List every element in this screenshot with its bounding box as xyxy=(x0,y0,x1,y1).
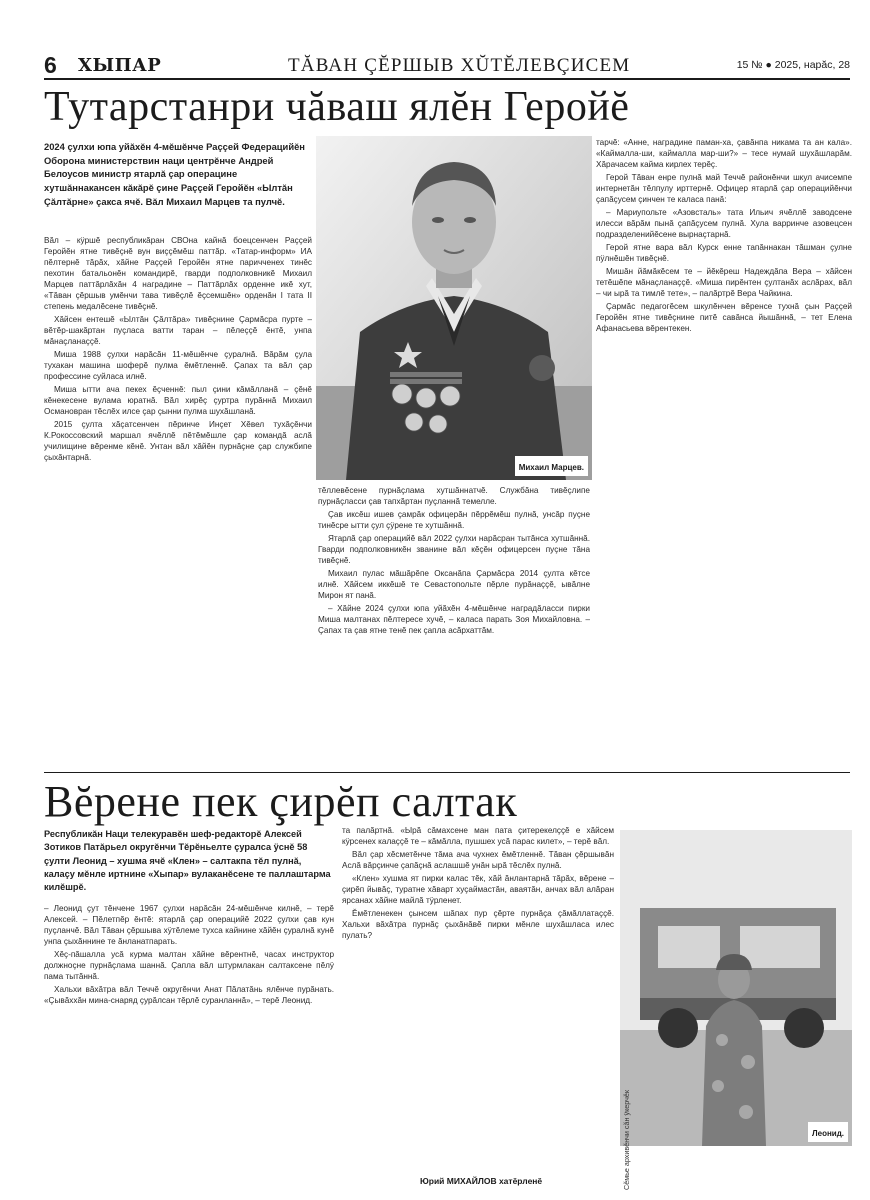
article1-photo xyxy=(316,136,592,480)
soldier-with-truck-image xyxy=(620,830,852,1146)
article2-photo-credit: Сĕмье архивĕнчи сăн ÿкерчĕк xyxy=(622,1089,631,1190)
article2-col1-paragraph: Хальхи вăхăтра вăл Теччĕ округĕнчи Анат Пăлатăнь ялĕнче пурăнать. «Çывăххăн мина-снаряд çурăлсан тĕрлĕ суранланнă», – терĕ Леонид. xyxy=(44,984,334,1005)
article2-photo xyxy=(620,830,852,1146)
article2-column-1 xyxy=(44,904,334,1194)
article1-column-1 xyxy=(44,236,312,766)
article2-col1-paragraph: Хĕç-пăшалла усă курма малтан хăйне вĕрентнĕ, часах инструктор должноçне пурнăçлама шаннă. Çапла вăл штурмлакан салтаксене пĕлÿ пама тытăннă. xyxy=(44,949,334,981)
article2-col1-paragraph: – Леонид çут тĕнчене 1967 çулхи нарăсăн 24-мĕшĕнче килнĕ, – терĕ Алексей. – Пĕлетпĕр ĕнтĕ: ятарлă çар операцийĕ 2022 çулхи çав кун пуçланчĕ. Вăл Тăван çĕршыва хÿтĕлеме тухса кайнине хăйĕн çуралнă кунĕ унпа çыхăннине те ăнланатпарать. xyxy=(44,904,334,946)
article1-col2-paragraph: Ятарлă çар операцийĕ вăл 2022 çулхи нарăсран тытăнса хутшăннă. Гварди подполковникĕн званине вăл кĕçĕн офицерсен пуçне тăна тивĕçнĕ. xyxy=(318,533,590,565)
article1-col1-paragraph: Вăл – кÿршĕ республикăран СВОна кайнă боецсенчен Раççей Геройĕн ятне тивĕçнĕ вун виççĕмĕш паттăр. «Татар-информ» ИА пĕлтернĕ тăрăх, хăйне Раççей Геройĕн ятне паричченех тинĕс пехотин батальонĕн командирĕ, гварди подполковникĕ Михаил Марцев паттăрлăхăн 4 наградине – Паттăрлăх орденне икĕ хут, «Тăван çĕршыв умĕнчи тава тивĕçлĕ ĕçсемшĕн» орденăн I тата II степень медалĕсене тивĕçнĕ. xyxy=(44,236,312,311)
article2-byline: Юрий МИХАЙЛОВ хатĕрленĕ xyxy=(420,1176,543,1186)
article1-col3-highlight: Герой ятне вара вăл Курск енне тапăннакан тăшман çулне пÿлнĕшĕн тивĕçнĕ. xyxy=(596,242,852,263)
article1-lead: 2024 çулхи юпа уйăхĕн 4-мĕшĕнче Раççей Федерацийĕн Оборона министерствин наци центрĕнче Андрей Белоусов министр ятарлă çар операцине хутшăннакансен кăкăрĕ çине Раççей Геройĕн «Ылтăн Çăлтăрне» çакса ячĕ. Вăл Михаил Марцев та пулчĕ. xyxy=(44,141,305,207)
article1-col1-paragraph: Хăйсен ентешĕ «Ылтăн Çăлтăра» тивĕçнине Çармăсра пурте – вĕтĕр-шакăртан пуçласа ватти таран – пĕлеççĕ ĕнтĕ, унпа мăнаçланаççĕ. xyxy=(44,314,312,346)
article1-col3-paragraph: тарчĕ: «Анне, наградине паман-ха, çавăнпа никама та ан кала». «Каймалла-ши, каймалла мар-ши?» – тесе нумай шухăшларăм. Хăрачасем кайма кирлех терĕç. xyxy=(596,138,852,169)
article1-photo-caption-box xyxy=(515,456,588,476)
article1-col3-paragraph: Мишăн йăмăкĕсем те – йĕкĕреш Надеждăпа Вера – хăйсен тетĕшĕпе мăнаçланаççĕ. «Миша пирĕнтен çултанăх аслăрах, вăл – чи ырă та тимлĕ тете», – палăртрĕ Вера Чайкина. xyxy=(596,266,852,298)
article2-headline: Вĕрене пек çирĕп салтак xyxy=(44,777,518,826)
header-rule xyxy=(44,78,850,80)
article1-photo-caption: Михаил Марцев. xyxy=(518,463,584,472)
article2-col2-paragraph: Вăл çар хĕсметĕнче тăма ача чухнех ĕмĕтленнĕ. Тăван çĕршывăн Аслă вăрçинче çапăçнă аслашшĕ унăн ырă тĕслĕх пулнă. xyxy=(342,849,614,870)
article1-col1-paragraph: Миша ытти ача пекех ĕçченнĕ: пыл çини кăмăлланă – çĕнĕ кĕнекесене вулама юратнă. Вăл хирĕç çуртра пурăннă Михаил Османовран тĕслĕх илсе çар çынни пулма шухăшланă. xyxy=(44,384,312,416)
article1-col2-paragraph: Çав иксĕш ишев çамрăк офицерăн пĕррĕмĕш пулнă, унсăр пуçне тинĕсре ытти çул çÿрене те хутшăннă. xyxy=(318,509,590,530)
article1-col1-paragraph: 2015 çулта хăçатсенчен пĕринче Инçет Хĕвел тухăçĕнчи К.Рокоссовский маршал ячĕллĕ пĕтĕмĕшле çар командă аслă училищине вĕренме кĕнĕ. Унтан вăл хăйĕн пурнăçне çар службипе çыхăнтарнă. xyxy=(44,419,312,462)
page-number: 6 xyxy=(44,52,57,78)
article1-col2-paragraph: тĕллевĕсене пурнăçлама хутшăннатчĕ. Службăна тивĕçлипе пурнăçласси çав тапхăртан пуçланнă темелле. xyxy=(318,486,590,506)
article1-col3-paragraph: Герой Тăван енре пулнă май Теччĕ районĕнчи шкул ачисемпе интернетăн тĕлпулу ирттернĕ. Офицер ятарлă çар операцийĕнчи çапăçусем çинчен те каласа панă: xyxy=(596,172,852,204)
article1-column-3 xyxy=(596,138,852,766)
article1-col1-paragraph: Миша 1988 çулхи нарăсăн 11-мĕшĕнче çуралнă. Вăрăм çула тухакан машина шоферĕ пулма ĕмĕтленнĕ. Çапах та вăл çар профессине суйласа илнĕ. xyxy=(44,349,312,381)
article2-column-2 xyxy=(342,826,614,1156)
article2-photo-caption: Леонид. xyxy=(812,1129,844,1138)
article-divider xyxy=(44,772,850,773)
newspaper-name: ХЫПАР xyxy=(78,55,162,76)
article1-col2-paragraph: Михаил пулас мăшăрĕпе Оксанăпа Çармăсра 2014 çулта кĕтсе илнĕ. Хăйсем иккĕшĕ те Севастопольте пĕрле пурăнаççĕ, ывăлне Мирон ят панă. xyxy=(318,568,590,600)
article1-col3-paragraph: – Мариупольте «Азовсталь» тата Ильич ячĕллĕ заводсене илесси вăрăм пынă çапăçусем пулнă. Хула варринче азовецсен подразделенийĕсене вырнаçтарнă. xyxy=(596,207,852,239)
officer-portrait-image xyxy=(316,136,592,480)
article2-col2-paragraph: «Клен» хушма ят пирки калас тĕк, хăй ăнлантарнă тăрăх, вĕрене – çирĕп йывăç, туратне хăварт хуçаймастăн, аваятăн, анчах вăл алăран ярсанах хăйне майлă тÿрленет. xyxy=(342,873,614,905)
section-title: ТĂВАН ÇĔРШЫВ ХŬТĔЛЕВÇИСЕМ xyxy=(288,55,631,76)
article2-col2-paragraph: та палăртнă. «Ырă сăмахсене ман пата çитерекелççĕ е хăйсем кÿрсенех калаççĕ те – кăмăлла, пушшех усă парас килет», – терĕ вăл. xyxy=(342,826,614,846)
article2-photo-caption-box xyxy=(808,1122,848,1142)
article2-col2-paragraph: Ĕмĕтленекен çынсем шăпах пур çĕрте пурнăçа çăмăллатаççĕ. Хальхи вăхăтра пурнăç çыхăнăвĕ пирки мĕнле шухăшласа илес пулать? xyxy=(342,908,614,940)
issue-date: 15 № ● 2025, нарăс, 28 xyxy=(736,59,850,71)
article2-lead: Республикăн Наци телекуравĕн шеф-редакторĕ Алексей Зотиков Патăрьел округĕнчи Тĕрĕньелте çуралса ÿснĕ 58 çулти Леонид – хушма ячĕ «Клен» – салтакпа тĕл пулнă, калаçу мĕнле иртнине «Хыпар» вулаканĕсене те паллаштарма килĕшрĕ. xyxy=(44,829,331,893)
article1-column-2 xyxy=(318,486,590,766)
article1-headline: Тутарстанри чăваш ялĕн Геройĕ xyxy=(44,84,630,130)
article1-col3-paragraph: Çармăс педагогĕсем шкулĕнчен вĕренсе тухнă çын Раççей Геройĕн ятне тивĕçнине питĕ савăнса йышăннă, – тет Елена Афанасьева вĕрентекен. xyxy=(596,301,852,333)
article1-col2-paragraph: – Хăйне 2024 çулхи юпа уйăхĕн 4-мĕшĕнче наградăласси пирки Миша малтанах пĕлтересе хучĕ, – каласа парать Зоя Михайловна. – Çапах та çав ятне тенĕ пек çапла асăрхаттăм. xyxy=(318,603,590,635)
